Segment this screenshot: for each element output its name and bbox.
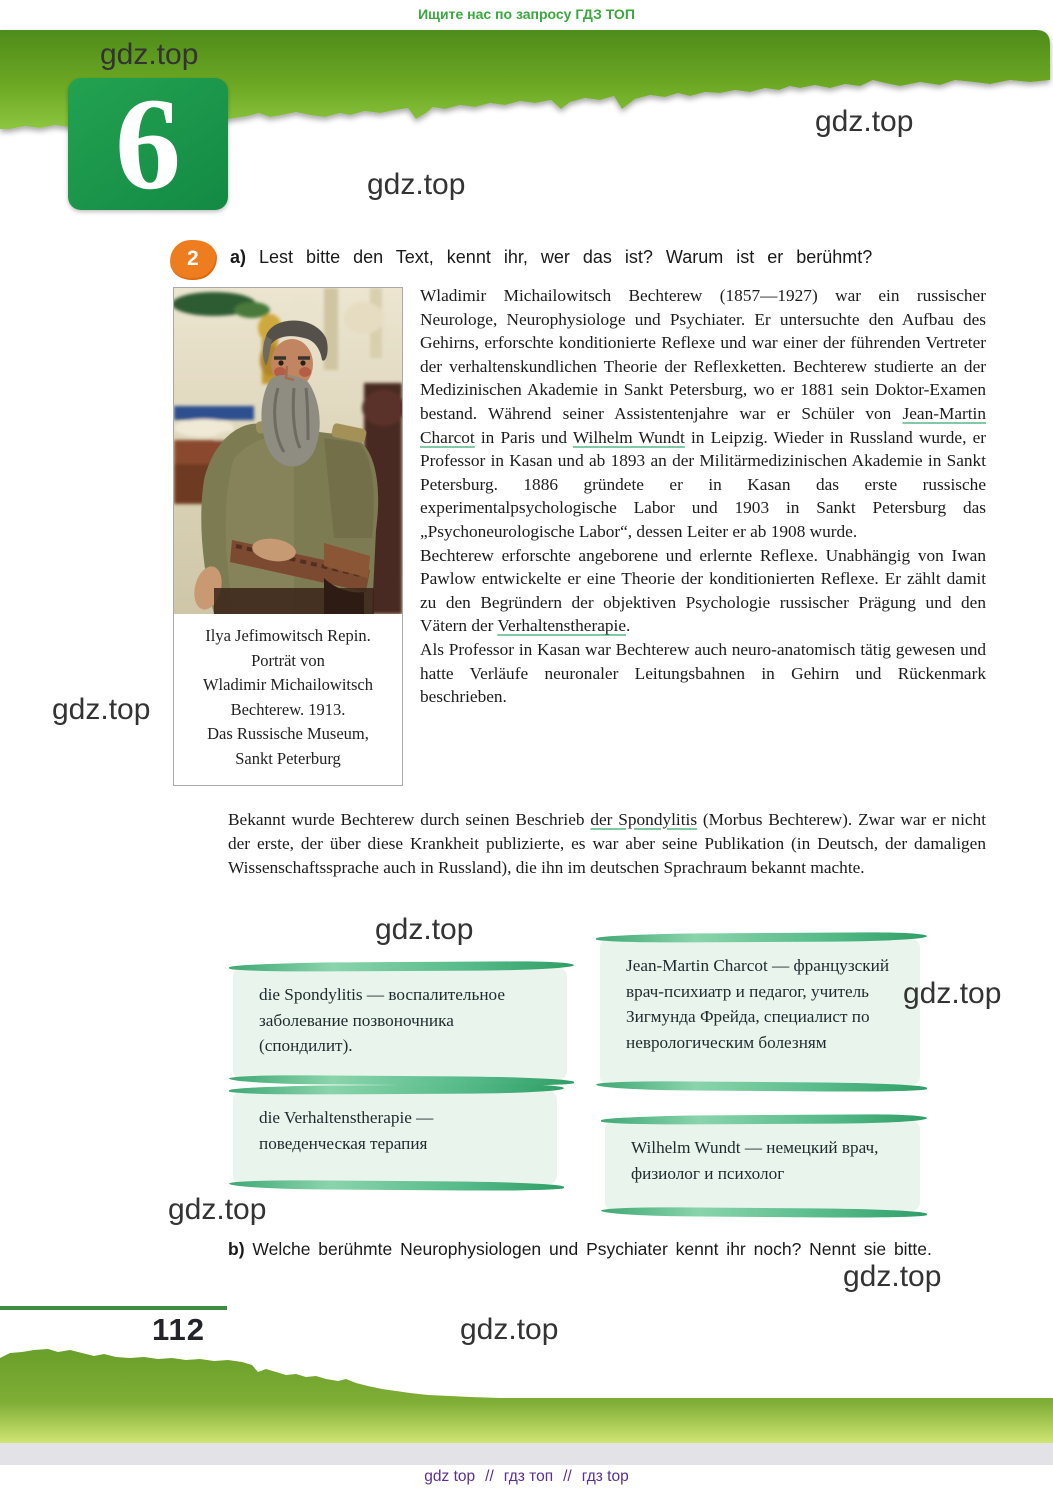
article-paragraph: Wladimir Michailowitsch Bechterew (1857—1927) war ein russischer Neurologe, Neurophysiologe und Psychiater. Er untersuchte den Aufbau des Gehirns, erforschte konditionierte Reflexe und war einer der führenden Vertreter der verhaltenskundlichen Theorie der Reflexketten. Bechterew studierte an der Medizinischen Akademie in Sankt Petersburg, wo er 1881 sein Doktor-Examen bestand. Während seiner Assistentenjahre war er Schüler von Jean-Martin Charcot in Paris und Wilhelm Wundt in Leipzig. Wieder in Russland wurde, er Professor in Kasan und ab 1893 an der Militärmedizinischen Akademie in Sankt Petersburg. 1886 gründete er in Kasan das erste russische experimentalpsychologische Labor und 1903 in Sankt Petersburg das „Psychoneurologische Labor“, dessen Leiter er ab 1908 wurde. <box>420 286 986 541</box>
page-number-rule <box>0 1306 227 1310</box>
footer-separator: // <box>485 1468 494 1485</box>
footer-separator: // <box>563 1468 572 1485</box>
caption-line: Das Russische Museum, <box>207 724 369 743</box>
footer-wave <box>0 1346 1053 1446</box>
watermark: gdz.top <box>100 38 199 71</box>
caption-line: Porträt von <box>251 650 325 670</box>
task-a-line <box>230 247 950 268</box>
article-wide-paragraph: Bekannt wurde Bechterew durch seinen Beschrieb der Spondylitis (Morbus Bechterew). Zwar war er nicht der erste, der über diese Krankheit publizierte, es war aber seine Publikation (in Deutsch, der damaligen Wissenschaftssprache auch in Russland), die ihn im deutschen Sprachraum bekannt machte. <box>228 810 986 878</box>
task-a-text: Lest bitte den Text, kennt ihr, wer das ist? Warum ist er berühmt? <box>259 247 873 267</box>
vocab-text: Wilhelm Wundt — немецкий врач, физиолог и психолог <box>631 1138 879 1183</box>
footer-link[interactable]: гдз топ <box>503 1468 554 1485</box>
task-number-badge <box>169 239 217 279</box>
vocab-box-verhaltenstherapie <box>233 1090 557 1185</box>
chapter-badge <box>68 70 228 217</box>
watermark: gdz.top <box>168 1193 267 1226</box>
vocab-box-charcot <box>600 938 920 1086</box>
task-b-label: b) <box>228 1239 245 1259</box>
article-paragraph: Bechterew erforschte angeborene und erlernte Reflexe. Unabhängig von Iwan Pawlow entwickelte er eine Theorie der konditionierten Reflexe. Er zählt damit zu den Begründern der objektiven Psychologie russischer Prägung und den Vätern der Verhaltenstherapie. <box>420 545 986 636</box>
watermark: gdz.top <box>815 105 914 138</box>
portrait-figure <box>173 287 403 786</box>
portrait-painting <box>174 288 402 614</box>
watermark: gdz.top <box>52 693 151 726</box>
watermark: gdz.top <box>367 168 466 201</box>
page-number: 112 <box>152 1312 206 1347</box>
vocab-box-wundt <box>605 1120 920 1212</box>
watermark: gdz.top <box>843 1260 942 1293</box>
article-column <box>420 284 986 709</box>
caption-line: Wladimir Michailowitsch <box>202 675 373 694</box>
task-number: 2 <box>187 247 199 270</box>
figure-caption <box>174 614 402 785</box>
header-note: Ищите нас по запросу ГДЗ ТОП <box>418 6 635 22</box>
chapter-number: 6 <box>115 70 181 217</box>
footer-links <box>0 1468 1053 1486</box>
vocab-box-spondylitis <box>233 967 567 1080</box>
footer-link[interactable]: гдз top <box>581 1468 629 1485</box>
task-a-label: a) <box>230 247 247 267</box>
caption-line: Ilya Jefimowitsch Repin. <box>205 626 371 645</box>
task-b-text: Welche berühmte Neurophysiologen und Psychiater kennt ihr noch? Nennt sie bitte. <box>244 1239 932 1259</box>
footer-strip <box>0 1443 1053 1465</box>
vocab-text: die Spondylitis — воспалительное заболевание позвоночника (спондилит). <box>259 985 505 1055</box>
article-paragraph: Als Professor in Kasan war Bechterew auch neuro-anatomisch tätig gewesen und hatte Verläufe neuronaler Leitungsbahnen in Gehirn und Rückenmark beschrieben. <box>420 639 986 707</box>
caption-line: Sankt Peterburg <box>235 748 341 768</box>
watermark: gdz.top <box>375 913 474 946</box>
watermark: gdz.top <box>903 977 1002 1010</box>
vocab-text: Jean-Martin Charcot — французский врач-психиатр и педагог, учитель Зигмунда Фрейда, специалист по неврологическим болезням <box>626 956 890 1052</box>
watermark: gdz.top <box>460 1313 559 1346</box>
footer-link[interactable]: gdz top <box>424 1468 476 1485</box>
task-b <box>228 1236 986 1263</box>
caption-line: Bechterew. 1913. <box>230 699 346 719</box>
vocab-text: die Verhaltenstherapie — поведенческая терапия <box>259 1108 434 1153</box>
